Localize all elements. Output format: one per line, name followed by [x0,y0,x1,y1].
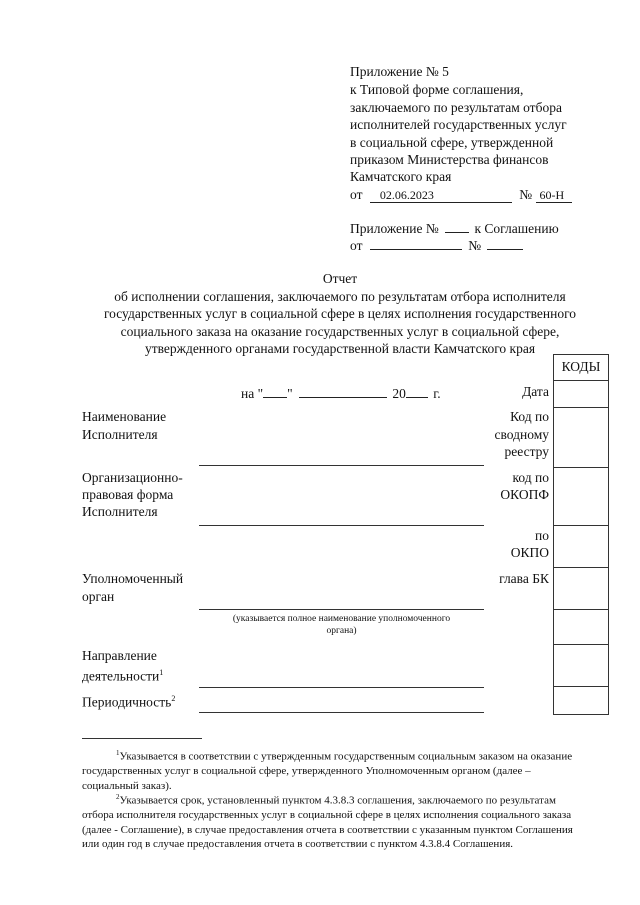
order-number-value: 60-Н [539,188,565,202]
codes-table [553,354,609,715]
title-line: государственных услуг в социальной сфере в целях исполнения государственного [103,306,577,321]
report-month-field[interactable] [299,383,387,398]
label-executor-name-2: Исполнителя [82,427,158,442]
footnote-1-line [82,746,610,764]
agreement-appendix-number-field [445,218,469,233]
title-line: об исполнении соглашения, заключаемого по результатам отбора исполнителя [114,289,566,304]
label-bk-chapter: глава БК [499,571,549,586]
authorized-body-hint-2: органа) [326,626,357,636]
label-executor-name-1: Наименование [82,409,167,424]
footnote-separator [82,738,202,739]
agreement-number-field [487,235,523,250]
appendix-line: исполнителей государственных услуг [350,117,567,132]
code-cell-authority[interactable] [554,610,608,645]
label-org-form-3: Исполнителя [82,504,158,519]
label-date: Дата [522,384,549,399]
code-cell-consolidated-registry[interactable] [554,408,608,468]
order-date-value: 02.06.2023 [379,188,434,202]
executor-name-field[interactable] [199,465,484,466]
appendix-line: заключаемого по результатам отбора [350,100,562,115]
label-org-form-2: правовая форма [82,487,174,502]
label-periodicity-text: Периодичность [82,694,172,710]
footnote-2 [82,790,610,852]
label-direction-text: деятельности [82,668,160,684]
org-form-field[interactable] [199,525,484,526]
label-direction-1: Направление [82,648,157,663]
footnote-2-text: Указывается срок, установленный пунктом 4.3.8.3 соглашения, заключаемого по результатам [119,794,556,807]
direction-field[interactable] [199,687,484,688]
label-okopf-2: ОКОПФ [500,487,549,502]
agreement-date-field [370,235,462,250]
footnote-2-line: (далее - Соглашение), в случае предоставления отчета в соответствии с указанным пунктом Соглашения [82,823,573,836]
code-cell-date[interactable] [554,381,608,408]
appendix-title: Приложение № 5 [350,64,449,79]
label-org-form-1: Организационно- [82,470,183,485]
authorized-body-field[interactable] [199,609,484,610]
footnote-ref-1: 1 [159,668,164,677]
report-year-field[interactable] [406,383,428,398]
footnote-2-line: отбора исполнителя государственных услуг в социальной сфере в целях исполнения социального заказа [82,809,572,822]
label-direction-2 [82,664,163,685]
footnote-1-mark: 1 [116,749,120,757]
label-consolidated-1: Код по [510,409,549,424]
title-line: Отчет [322,271,358,286]
title-line: утвержденного органами государственной власти Камчатского края [144,341,536,356]
label-authorized-1: Уполномоченный [82,571,184,586]
date-quote: " [287,386,293,401]
periodicity-field[interactable] [199,712,484,713]
agreement-label: к Соглашению [474,221,559,236]
footnote-1-line: государственных услуг в социальной сфере, утвержденного Уполномоченным органом (далее – [82,765,531,778]
label-okpo-2: ОКПО [510,545,549,560]
order-number-field [536,188,572,203]
from-label: от [350,238,363,253]
footnote-2-mark: 2 [116,793,120,801]
footnote-2-line: или один год в случае предоставления отчета в соответствии с пунктом 4.3.8.4 Соглашения. [82,838,514,851]
label-authorized-2: орган [82,589,115,604]
code-cell-okopf[interactable] [554,468,608,526]
footnote-1-line: социальный заказ). [82,779,172,792]
appendix-line: к Типовой форме соглашения, [350,82,524,97]
code-cell-okpo[interactable] [554,526,608,568]
label-consolidated-3: реестру [504,444,549,459]
authorized-body-hint-1: (указывается полное наименование уполномоченного [232,614,451,624]
report-day-field[interactable] [263,383,287,398]
year-suffix: г. [433,386,441,401]
label-okopf-1: код по [512,470,549,485]
number-label: № [519,187,533,202]
date-on-label: на " [241,386,264,401]
agreement-date-row [350,235,523,255]
footnote-2-line [82,790,610,808]
agreement-appendix-label: Приложение № [350,221,439,236]
code-cell-bk-chapter[interactable] [554,568,608,610]
report-date-line [241,383,441,403]
footnote-1 [82,746,610,793]
code-cell-periodicity[interactable] [554,687,608,714]
appendix-line: приказом Министерства финансов [350,152,549,167]
label-okpo-1: по [535,528,549,543]
appendix-line: Камчатского края [350,169,452,184]
label-consolidated-2: сводному [494,427,549,442]
year-prefix: 20 [392,386,406,401]
order-date-field [370,188,512,203]
from-label: от [350,187,363,202]
codes-header: КОДЫ [554,355,608,381]
footnote-1-text: Указывается в соответствии с утвержденным государственным социальным заказом на оказание [119,750,573,763]
footnote-ref-2: 2 [171,694,176,703]
number-label: № [468,238,482,253]
title-line: социального заказа на оказание государственных услуг в социальной сфере, [120,324,560,339]
label-periodicity [82,690,175,711]
code-cell-direction[interactable] [554,645,608,687]
appendix-line: в социальной сфере, утвержденной [350,135,554,150]
appendix-date-row [350,186,572,204]
